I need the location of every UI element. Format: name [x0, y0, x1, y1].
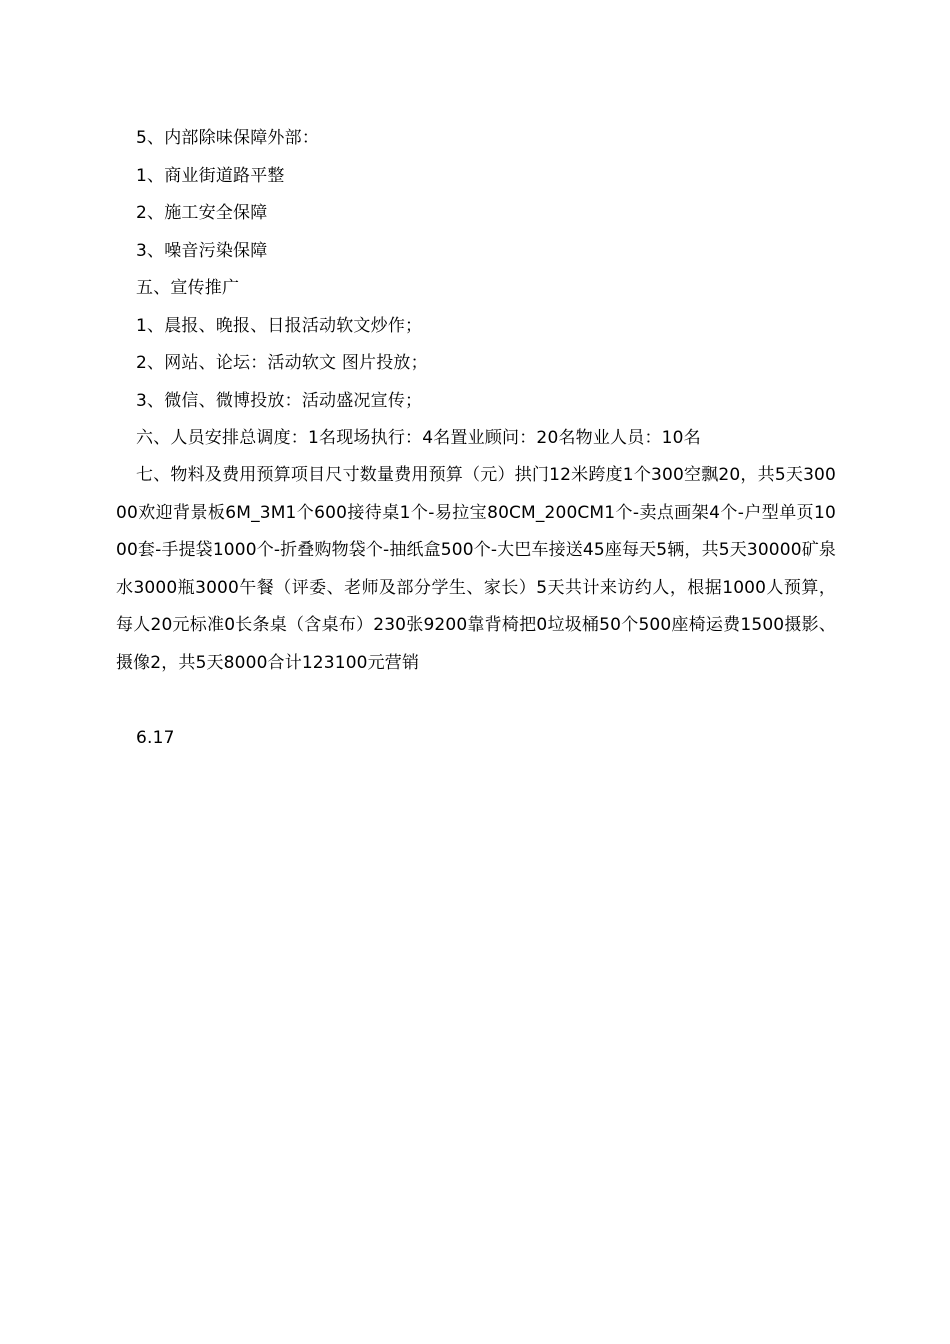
section-line-noise-protection: 3、噪音污染保障 [136, 241, 268, 261]
footer-note: 6.17 [136, 728, 175, 748]
section-heading-staffing: 六、人员安排总调度：1名现场执行：4名置业顾问：20名物业人员：10名 [136, 428, 701, 448]
section-line-website-forum: 2、网站、论坛：活动软文 图片投放； [136, 353, 428, 373]
section-line-construction-safety: 2、施工安全保障 [136, 203, 268, 223]
section-line-odor-protection: 5、内部除味保障外部： [136, 128, 320, 148]
budget-paragraph: 七、物料及费用预算项目尺寸数量费用预算（元）拱门12米跨度1个300空飘20，共5天30000欢迎背景板6M_3M1个600接待桌1个-易拉宝80CM_200CM1个-卖点画架4个-户型单页1000套-手提袋1000个-折叠购物袋个-抽纸盒500个-大巴车接送45座每天5辆，共5天30000矿泉水3000瓶3000午餐（评委、老师及部分学生、家长）5天共计来访约人，根据1000人预算，每人20元标准0长条桌（含桌布）230张9200靠背椅把0垃圾桶50个500座椅运费1500摄影、摄像2，共5天8000合计123100元营销 [116, 465, 836, 673]
section-line-wechat-weibo: 3、微信、微博投放：活动盛况宣传； [136, 391, 423, 411]
section-line-newspaper: 1、晨报、晚报、日报活动软文炒作； [136, 316, 423, 336]
section-heading-promotion: 五、宣传推广 [136, 278, 240, 298]
section-line-road-leveling: 1、商业街道路平整 [136, 166, 285, 186]
